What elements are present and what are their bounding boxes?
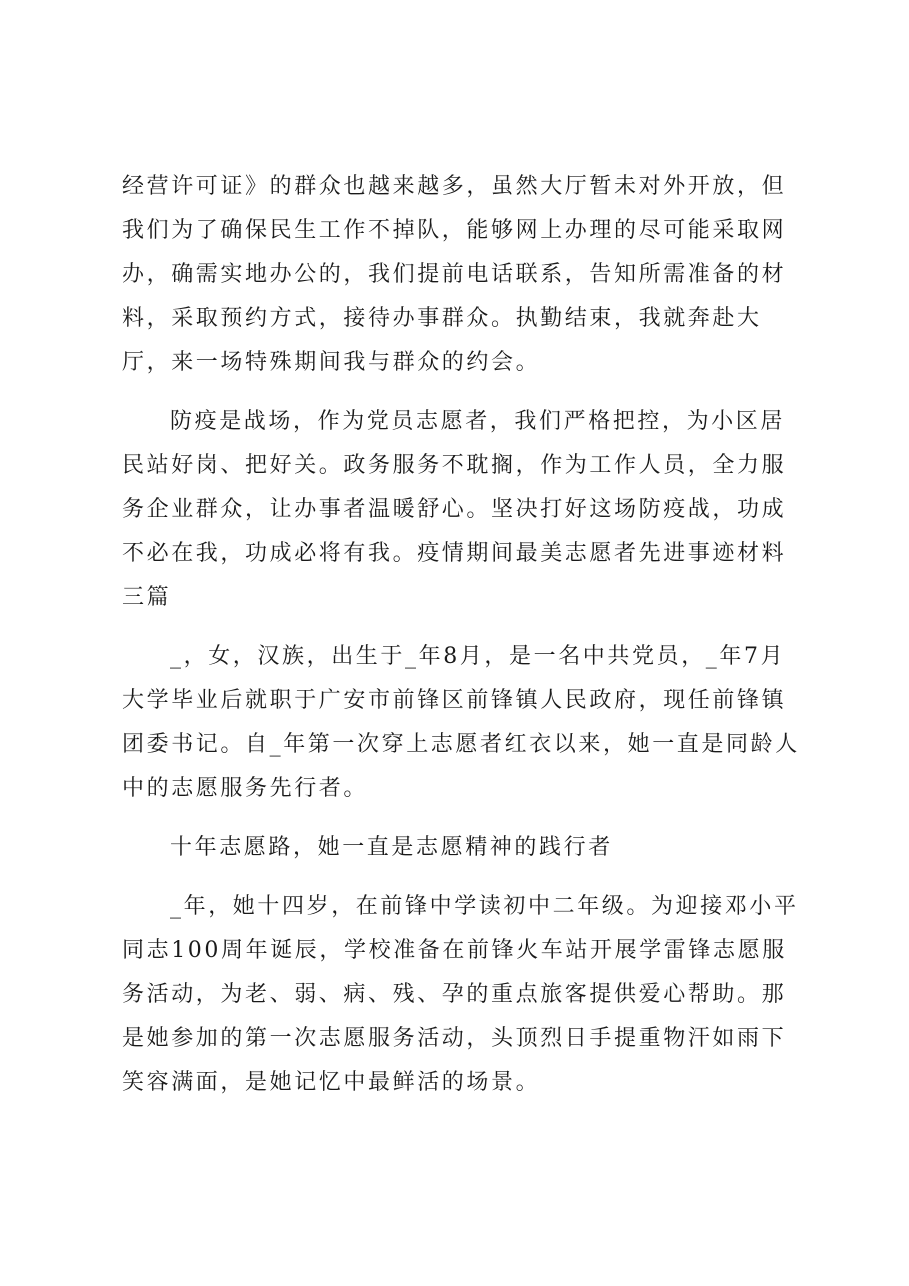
text-line: 三篇 [122,585,172,610]
text-line: 笑容满面，是她记忆中最鲜活的场景。 [122,1070,541,1095]
text-line: _，女，汉族，出生于_年8月，是一名中共党员，_年7月 [170,644,786,669]
text-line: 同志100周年诞辰，学校准备在前锋火车站开展学雷锋志愿服 [122,938,787,963]
document-body [122,165,802,1105]
paragraph [122,400,802,620]
text-line: 是她参加的第一次志愿服务活动，头顶烈日手提重物汗如雨下 [122,1026,787,1051]
text-line: 务活动，为老、弱、病、残、孕的重点旅客提供爱心帮助。那 [122,982,787,1007]
text-line: 十年志愿路，她一直是志愿精神的践行者 [170,835,613,860]
text-line: 防疫是战场，作为党员志愿者，我们严格把控，为小区居 [170,409,786,434]
text-line: 不必在我，功成必将有我。疫情期间最美志愿者先进事迹材料 [122,541,787,566]
text-line: 料，采取预约方式，接待办事群众。执勤结束，我就奔赴大 [122,306,762,331]
paragraph [122,635,802,811]
text-line: 中的志愿服务先行者。 [122,776,369,801]
text-line: 厅，来一场特殊期间我与群众的约会。 [122,350,541,375]
text-line: 务企业群众，让办事者温暖舒心。坚决打好这场防疫战，功成 [122,497,787,522]
text-line: 大学毕业后就职于广安市前锋区前锋镇人民政府，现任前锋镇 [122,688,787,713]
text-line: 民站好岗、把好关。政务服务不耽搁，作为工作人员，全力服 [122,453,787,478]
section-heading [122,826,802,870]
text-line: 我们为了确保民生工作不掉队，能够网上办理的尽可能采取网 [122,218,787,243]
text-line: 团委书记。自_年第一次穿上志愿者红衣以来，她一直是同龄人 [122,732,800,757]
paragraph [122,885,802,1105]
text-line: 经营许可证》的群众也越来越多，虽然大厅暂未对外开放，但 [122,174,787,199]
text-line: _年，她十四岁，在前锋中学读初中二年级。为迎接邓小平 [170,894,799,919]
text-line: 办，确需实地办公的，我们提前电话联系，告知所需准备的材 [122,262,787,287]
paragraph [122,165,802,385]
